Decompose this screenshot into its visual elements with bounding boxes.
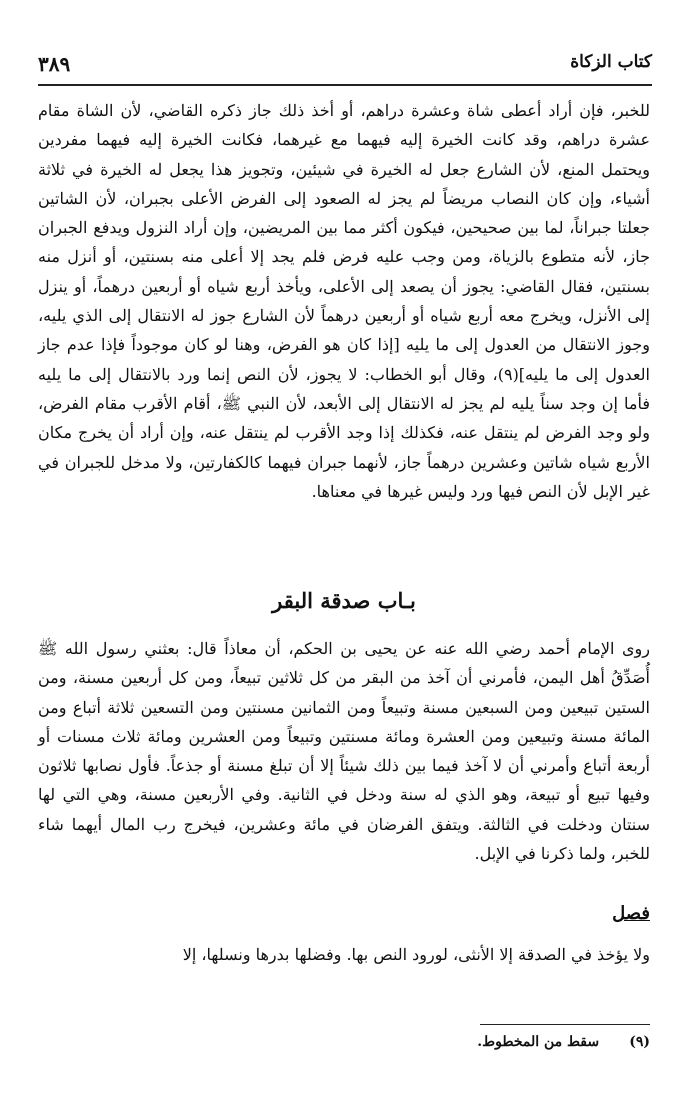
- fasl-heading: فصل: [612, 903, 650, 924]
- page-number: ٣٨٩: [38, 52, 71, 76]
- footnote-divider: [480, 1024, 650, 1025]
- paragraph-block-1: [38, 96, 650, 506]
- paragraph-block-2: [38, 634, 650, 868]
- paragraph-cattle-zakat: روى الإمام أحمد رضي الله عنه عن يحيى بن الحكم، أن معاذاً قال: بعثني رسول الله ﷺ أُصَدِّقُ أهل اليمن، فأمرني أن آخذ من البقر من كل ثلاثين تبيعاً، ومن كل أربعين مسنة، ومن الستين تبيعين ومن السبعين مسنة وتبيعاً ومن الثمانين مسنتين ومن التسعين ثلاثة أتباع ومن المائة مسنة وتبيعين ومن العشرة ومائة مسنتين وتبيعاً ومن العشرين ومائة ثلاث مسنات أو أربعة أتباع وأمرني أن لا آخذ فيما بين ذلك شيئاً إلا أن تبلغ مسنة أو جذعاً. فأول نصابها ثلاثون وفيها تبيع أو تبيعة، وهو الذي له سنة ودخل في الثانية. وفي الأربعين مسنة، وهي التي لها سنتان ودخلت في الثالثة. ويتفق الفرضان في مائة وعشرين، فيخرج رب المال أيهما شاء للخبر، ولما ذكرنا في الإبل.: [38, 639, 651, 864]
- paragraph-block-3: [38, 940, 650, 969]
- footnote-text: سقط من المخطوط.: [477, 1034, 600, 1050]
- section-heading: بـاب صدقة البقر: [272, 588, 416, 613]
- page-header: [38, 44, 652, 86]
- paragraph-jubran: للخبر، فإن أراد أعطى شاة وعشرة دراهم، أو أخذ ذلك جاز ذكره القاضي، لأن الشاة مقام عشرة دراهم، وقد كانت الخيرة إليه فيهما مع غيرهما، فكانت الخيرة إليه فيهما مفردين ويحتمل المنع، لأن الشارع جعل له الخيرة في شيئين، وتجويز هذا يجعل له الخيرة في ثلاثة أشياء، وإن كان النصاب مريضاً لم يجز له الصعود إلى الفرض الأعلى بجبران، لأن الشاتين جعلتا جبراناً، لما بين صحيحين، فيكون أكثر مما بين المريضين، وإن أراد النزول ويدفع الجبران جاز، لأنه متطوع بالزياة، ومن وجب عليه فرض فلم يجد إلا أعلى منه بسنتين، أو أنزل منه بسنتين، فقال القاضي: يجوز أن يصعد إلى الأعلى، ويأخذ أربع شياه أو أربعين درهماً، أو ينزل إلى الأنزل، ويخرج معه أربع شياه أو أربعين درهماً لأن الشارع جوز له الانتقال إلى الذي يليه، وجوز الانتقال من العدول إلى ما يليه [إذا كان هو الفرض، وهنا لو كان موجوداً فإذا عدم جاز العدول إلى ما يليه](٩)، وقال أبو الخطاب: لا يجوز، لأن النص إنما ورد بالانتقال إلى ما يليه فأما إن وجد سناً يليه لم يجز له الانتقال إلى الأبعد، لأن النبي ﷺ، أقام الأقرب مقام الفرض، ولو وجد الفرض لم ينتقل عنه، فكذلك إذا وجد الأقرب لم ينتقل عنه، وإن أراد أن يخرج مكان الأربع شياه شاتين وعشرين درهماً جاز، لأنهما جبران فيهما كالكفارتين، ولا مدخل للجبران في غير الإبل لأن النص فيها ورد وليس غيرها في معناها.: [38, 101, 651, 501]
- footnote: [477, 1034, 650, 1050]
- footnote-number: (٩): [629, 1034, 650, 1050]
- running-title: كتاب الزكاة: [570, 52, 652, 72]
- paragraph-female-only: ولا يؤخذ في الصدقة إلا الأنثى، لورود النص بها. وفضلها بدرها ونسلها، إلا: [182, 945, 650, 964]
